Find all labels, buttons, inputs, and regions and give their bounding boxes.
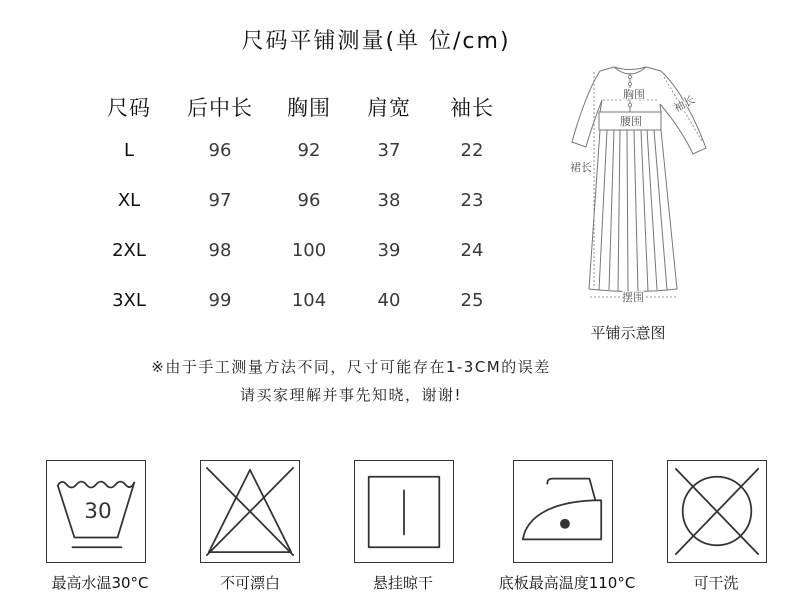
column-header-back-length: 后中长 bbox=[187, 95, 253, 120]
button bbox=[628, 103, 631, 106]
care-box-dry bbox=[354, 460, 454, 563]
shoulder-cell: 40 bbox=[377, 289, 401, 311]
care-label-iron: 底板最高温度110°C bbox=[498, 574, 636, 592]
pleat-line bbox=[599, 130, 607, 290]
pleat-line bbox=[641, 130, 648, 291]
back-length-cell: 97 bbox=[208, 189, 232, 211]
iron-icon bbox=[514, 461, 612, 562]
hem-width-label: 摆围 bbox=[622, 291, 644, 304]
button bbox=[628, 75, 631, 78]
sleeve-cell: 24 bbox=[460, 239, 484, 261]
sleeve-cell: 23 bbox=[460, 189, 484, 211]
column-header-size: 尺码 bbox=[107, 95, 151, 120]
table-row bbox=[86, 275, 516, 325]
skirt-length-label: 裙长 bbox=[570, 161, 592, 174]
chest-label: 胸围 bbox=[623, 88, 645, 101]
sleeve-cell: 25 bbox=[460, 289, 484, 311]
table-body bbox=[86, 125, 516, 325]
table-head bbox=[86, 88, 516, 125]
back-length-cell: 96 bbox=[208, 139, 232, 161]
temperature-dot bbox=[560, 519, 570, 529]
column-header-shoulder: 肩宽 bbox=[367, 95, 411, 120]
iron-handle bbox=[547, 479, 595, 501]
back-length-cell: 99 bbox=[208, 289, 232, 311]
sleeve-length-label: 袖长 bbox=[671, 93, 698, 115]
column-header-chest: 胸围 bbox=[287, 95, 331, 120]
water-wave bbox=[58, 482, 134, 488]
waist-label: 腰围 bbox=[620, 115, 642, 128]
page-title: 尺码平铺测量(单 位/cm) bbox=[241, 29, 511, 54]
dress-diagram bbox=[560, 60, 710, 310]
pleat-line bbox=[634, 130, 638, 291]
measurement-note-line2: 请买家理解并事先知晓，谢谢! bbox=[239, 386, 462, 404]
care-label-wash: 最高水温30°C bbox=[51, 574, 149, 592]
pleat-line bbox=[618, 130, 620, 291]
table-row bbox=[86, 225, 516, 275]
chest-cell: 96 bbox=[297, 189, 321, 211]
shoulder-cell: 37 bbox=[377, 139, 401, 161]
pleat-line bbox=[627, 130, 628, 291]
shoulder-cell: 38 bbox=[377, 189, 401, 211]
diagram-caption: 平铺示意图 bbox=[590, 324, 666, 342]
chest-cell: 92 bbox=[297, 139, 321, 161]
crossed-triangle-icon bbox=[201, 461, 299, 562]
size-cell: XL bbox=[117, 189, 141, 211]
button bbox=[628, 82, 631, 85]
size-cell: 2XL bbox=[112, 239, 146, 261]
size-cell: L bbox=[123, 139, 135, 161]
skirt-outline bbox=[589, 130, 677, 292]
table-row bbox=[86, 175, 516, 225]
pleat-line bbox=[609, 130, 614, 290]
care-box-wash bbox=[46, 460, 146, 563]
wash-tub-icon bbox=[47, 461, 145, 562]
hang-dry-square-icon bbox=[355, 461, 453, 562]
table-header-row bbox=[86, 88, 516, 125]
shoulder-cell: 39 bbox=[377, 239, 401, 261]
care-box-dry-clean bbox=[667, 460, 767, 563]
care-box-iron bbox=[513, 460, 613, 563]
size-cell: 3XL bbox=[112, 289, 146, 311]
table-row bbox=[86, 125, 516, 175]
sleeve-cell: 22 bbox=[460, 139, 484, 161]
care-label-dry-clean: 可干洗 bbox=[693, 574, 739, 592]
back-length-cell: 98 bbox=[208, 239, 232, 261]
care-label-bleach: 不可漂白 bbox=[219, 574, 280, 592]
column-header-sleeve: 袖长 bbox=[450, 95, 494, 120]
skirt-pleats bbox=[599, 130, 667, 291]
care-box-bleach bbox=[200, 460, 300, 563]
measurement-note-line1: ※由于手工测量方法不同，尺寸可能存在1-3CM的误差 bbox=[151, 358, 551, 376]
chest-cell: 100 bbox=[291, 239, 327, 261]
wash-temperature: 30 bbox=[84, 498, 112, 524]
crossed-circle-icon bbox=[668, 461, 766, 562]
size-table bbox=[86, 88, 516, 325]
chest-cell: 104 bbox=[291, 289, 327, 311]
left-sleeve bbox=[572, 67, 614, 147]
neckline bbox=[614, 67, 646, 74]
care-label-dry: 悬挂晾干 bbox=[372, 574, 433, 592]
